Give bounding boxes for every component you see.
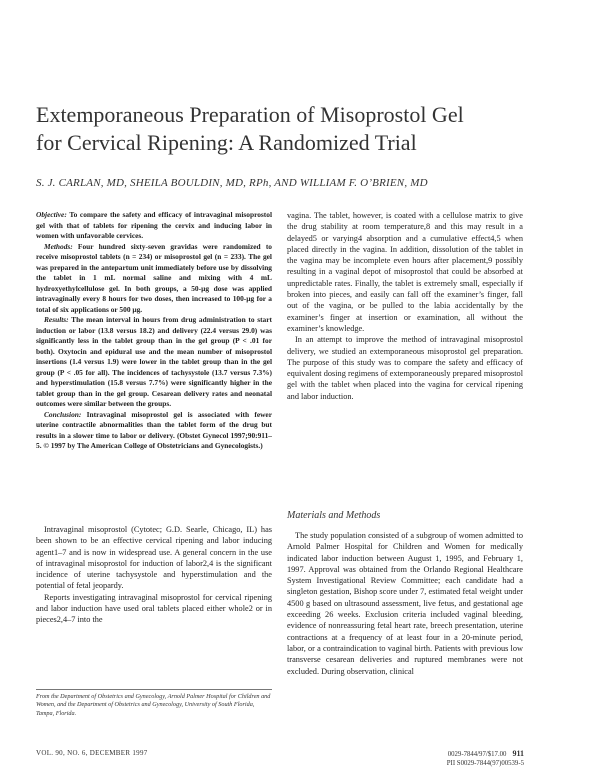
- methods-paragraph-1: The study population consisted of a subgroup of women admitted to Arnold Palmer Hospital for Children and Women for medically indicated labor induction between August 1, 1995, and February 1, 1997. Approval was obtained from the Orlando Regional Healthcare System Investigational Review Committee; each candidate had a singleton gestation, Bishop score under 7, estimated fetal weight under 4500 g based on ultrasound assessment, live fetus, and gestational age exceeding 26 weeks. Exclusion criteria included vaginal bleeding, evidence of nonreassuring fetal heart rate, breech presentation, uterine contractions at a frequency of at least four in a 20-minute period, labor, or a contraindication to vaginal birth. Patients with previous low transverse cesarean deliveries and ruptured membranes were not excluded. During observation, clinical: [287, 531, 523, 676]
- article-title: [36, 101, 576, 157]
- title-line-1: Extemporaneous Preparation of Misoprostol Gel: [36, 102, 464, 127]
- conclusion-text: Intravaginal misoprostol gel is associated with fewer uterine contractile abnormalities than the tablet form of the drug but results in a slower time to labor or delivery. (Obstet Gynecol 1997;90:911–5. © 1997 by The American College of Obstetricians and Gynecologists.): [36, 409, 272, 450]
- abstract-conclusion: [36, 410, 272, 452]
- volume-info: VOL. 90, NO. 6, DECEMBER 1997: [36, 749, 148, 757]
- intro-paragraph-2: Reports investigating intravaginal misoprostol for cervical ripening and labor induction have used oral tablets placed either whole2 or in pieces2,4–7 into the: [36, 592, 272, 625]
- intro-paragraph-4: In an attempt to improve the method of intravaginal misoprostol delivery, we studied an extemporaneous misoprostol gel preparation. The purpose of this study was to compare the safety and efficacy of equivalent dosing regimens of extemporaneously prepared misoprostol gel with the tablet when placed into the vagina for cervical ripening and labor induction.: [287, 335, 523, 401]
- publication-codes: [400, 749, 524, 768]
- intro-paragraph-3: vagina. The tablet, however, is coated with a cellulose matrix to give the drug stability at room temperature,8 and this may result in a delayed5 or varying4 absorption and a cumulative effect4,5 when placed directly in the vagina. In addition, dissolution of the tablet in the vagina may be incomplete even hours after placement,9 possibly resulting in a vaginal depot of misoprostol that could be absorbed at unpredictable rates. Finally, the tablet is extremely small, especially if broken into pieces, and easily can fall off the examiner’s finger, fall out of the vagina, or be pulled to the labia accidentally by the examiner’s finger at insertion or examination, all without the examiner’s knowledge.: [287, 211, 523, 333]
- issn-code: 0029-7844/97/$17.00: [447, 751, 507, 758]
- pii-code: PII S0029-7844(97)00539-5: [446, 760, 524, 767]
- methods-label: Methods:: [44, 241, 73, 251]
- results-label: Results:: [44, 315, 69, 324]
- methods-text: Four hundred sixty-seven gravidas were randomized to receive misoprostol tablets (n = 234) or misoprostol gel (n = 233). The gel was prepared in the antepartum unit immediately before use by dissolving the tablet in 1 mL normal saline and mixing with 4 mL hydroxyethylcellulose gel. In both groups, a 50-µg dose was applied intravaginally every 8 hours for two doses, then increased to 100-µg for a total of six applications or 500 µg.: [36, 241, 272, 314]
- abstract-objective: [36, 210, 272, 242]
- section-heading-methods: Materials and Methods: [287, 510, 381, 521]
- footnote-divider: [36, 689, 272, 690]
- results-text: The mean interval in hours from drug administration to start induction or labor (13.8 versus 18.2) and delivery (22.4 versus 29.0) was significantly less in the tablet group than in the gel group (P < .01 for both). Oxytocin and epidural use and the mean number of misoprostol insertions (1.4 versus 1.9) were lower in the tablet group than in the gel group (P < .05 for all). The incidences of tachysystole (13.7 versus 7.3%) and hyperstimulation (15.8 versus 7.7%) were significantly higher in the tablet group than in the gel group. Cesarean delivery rates and neonatal outcomes were similar between the groups.: [36, 315, 272, 408]
- author-list: S. J. CARLAN, MD, SHEILA BOULDIN, MD, RPh, AND WILLIAM F. O’BRIEN, MD: [36, 177, 428, 189]
- affiliation-text: From the Department of Obstetrics and Gynecology, Arnold Palmer Hospital for Children and Women, and the Department of Obstetrics and Gynecology, University of South Florida, Tampa, Florida.: [36, 693, 271, 717]
- objective-label: Objective:: [36, 210, 67, 219]
- intro-column-right: [287, 210, 523, 402]
- intro-column-left: [36, 524, 272, 626]
- abstract-results: [36, 315, 272, 410]
- abstract-methods: [36, 242, 272, 316]
- page-number: 911: [512, 749, 524, 758]
- conclusion-label: Conclusion:: [44, 409, 82, 419]
- title-line-2: for Cervical Ripening: A Randomized Trial: [36, 130, 417, 155]
- abstract: [36, 210, 272, 452]
- objective-text: To compare the safety and efficacy of intravaginal misoprostol gel with that of tablets for ripening the cervix and inducing labor in women with unfavorable cervices.: [36, 210, 272, 240]
- affiliation-footnote: [36, 693, 272, 718]
- methods-column: [287, 530, 523, 677]
- intro-paragraph-1: Intravaginal misoprostol (Cytotec; G.D. Searle, Chicago, IL) has been shown to be an effective cervical ripening and labor inducing agent1–7 and is now in widespread use. A general concern in the use of intravaginal misoprostol for induction of labor2,4 is the significant incidence of uterine tachysystole and hyperstimulation and the potential of fetal jeopardy.: [36, 525, 272, 591]
